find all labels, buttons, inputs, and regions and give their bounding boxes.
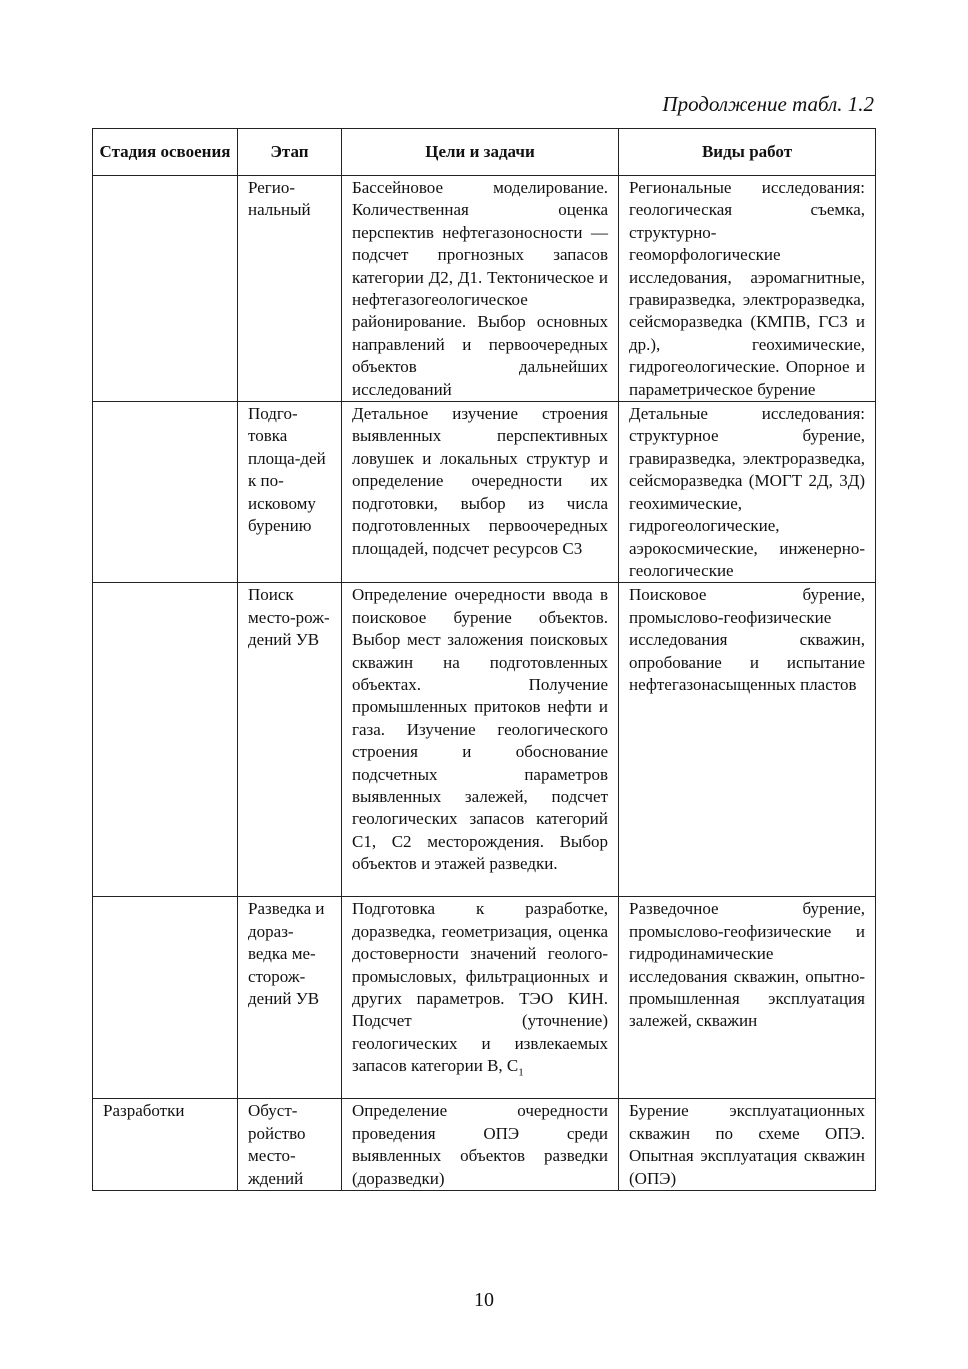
cell-goals: Бассейновое моделирование. Количественная оценка перспектив нефтегазоносности — подсчет прогнозных запасов категории Д2, Д1. Тектоническое и нефтегазогеологическое районирование. Выбор основных направлений и первоочередных объектов дальнейших исследований <box>342 176 619 402</box>
cell-stage <box>93 897 238 1099</box>
table-caption: Продолжение табл. 1.2 <box>662 92 874 116</box>
cell-goals-text: Подготовка к разработке, доразведка, геометризация, оценка достоверности значений геолого-промысловых, фильтрационных и других параметров. ТЭО КИН. Подсчет (уточнение) геологических и извлекаемых запасов категории В, С <box>352 899 608 1076</box>
header-stage: Стадия освоения <box>93 129 238 176</box>
cell-etap: Регио-нальный <box>238 176 342 402</box>
table-row <box>93 1099 876 1191</box>
subscript-index: 1 <box>518 1066 524 1079</box>
cell-works: Региональные исследования: геологическая съемка, структурно-геоморфологические исследования, аэромагнитные, гравиразведка, электроразведка, сейсморазведка (КМПВ, ГСЗ и др.), геохимические, гидрогеологические. Опорное и параметрическое бурение <box>619 176 876 402</box>
table-row <box>93 583 876 897</box>
cell-goals: Определение очередности ввода в поисковое бурение объектов. Выбор мест заложения поисковых скважин на подготовленных объектах. Получение промышленных притоков нефти и газа. Изучение геологического строения и обоснование подсчетных параметров выявленных залежей, подсчет геологических запасов категорий С1, С2 месторождения. Выбор объектов и этажей разведки. <box>342 583 619 897</box>
cell-goals: Детальное изучение строения выявленных перспективных ловушек и локальных структур и определение очередности их подготовки, выбор из числа подготовленных первоочередных площадей, подсчет ресурсов С3 <box>342 402 619 583</box>
cell-etap: Обуст-ройство место-ждений <box>238 1099 342 1191</box>
cell-stage <box>93 583 238 897</box>
cell-stage: Разработки <box>93 1099 238 1191</box>
cell-works: Поисковое бурение, промыслово-геофизические исследования скважин, опробование и испытание нефтегазонасыщенных пластов <box>619 583 876 897</box>
page-number: 10 <box>474 1289 494 1311</box>
cell-goals: Определение очередности проведения ОПЭ среди выявленных объектов разведки (доразведки) <box>342 1099 619 1191</box>
table-row <box>93 897 876 1099</box>
cell-stage <box>93 176 238 402</box>
cell-works: Разведочное бурение, промыслово-геофизические и гидродинамические исследования скважин, опытно-промышленная эксплуатация залежей, скважин <box>619 897 876 1099</box>
cell-stage <box>93 402 238 583</box>
cell-works: Детальные исследования: структурное бурение, гравиразведка, электроразведка, сейсморазведка (МОГТ 2Д, 3Д) геохимические, гидрогеологические, аэрокосмические, инженерно-геологические <box>619 402 876 583</box>
cell-etap: Разведка и дораз-ведка ме-сторож-дений УВ <box>238 897 342 1099</box>
cell-goals <box>342 897 619 1099</box>
cell-works: Бурение эксплуатационных скважин по схеме ОПЭ. Опытная эксплуатация скважин (ОПЭ) <box>619 1099 876 1191</box>
cell-etap: Подго-товка площа-дей к по-исковому бурению <box>238 402 342 583</box>
table-row <box>93 402 876 583</box>
table-header-row <box>93 129 876 176</box>
header-works: Виды работ <box>619 129 876 176</box>
table-row <box>93 176 876 402</box>
header-goals: Цели и задачи <box>342 129 619 176</box>
stages-table <box>92 128 876 1191</box>
header-etap: Этап <box>238 129 342 176</box>
cell-etap: Поиск место-рож-дений УВ <box>238 583 342 897</box>
